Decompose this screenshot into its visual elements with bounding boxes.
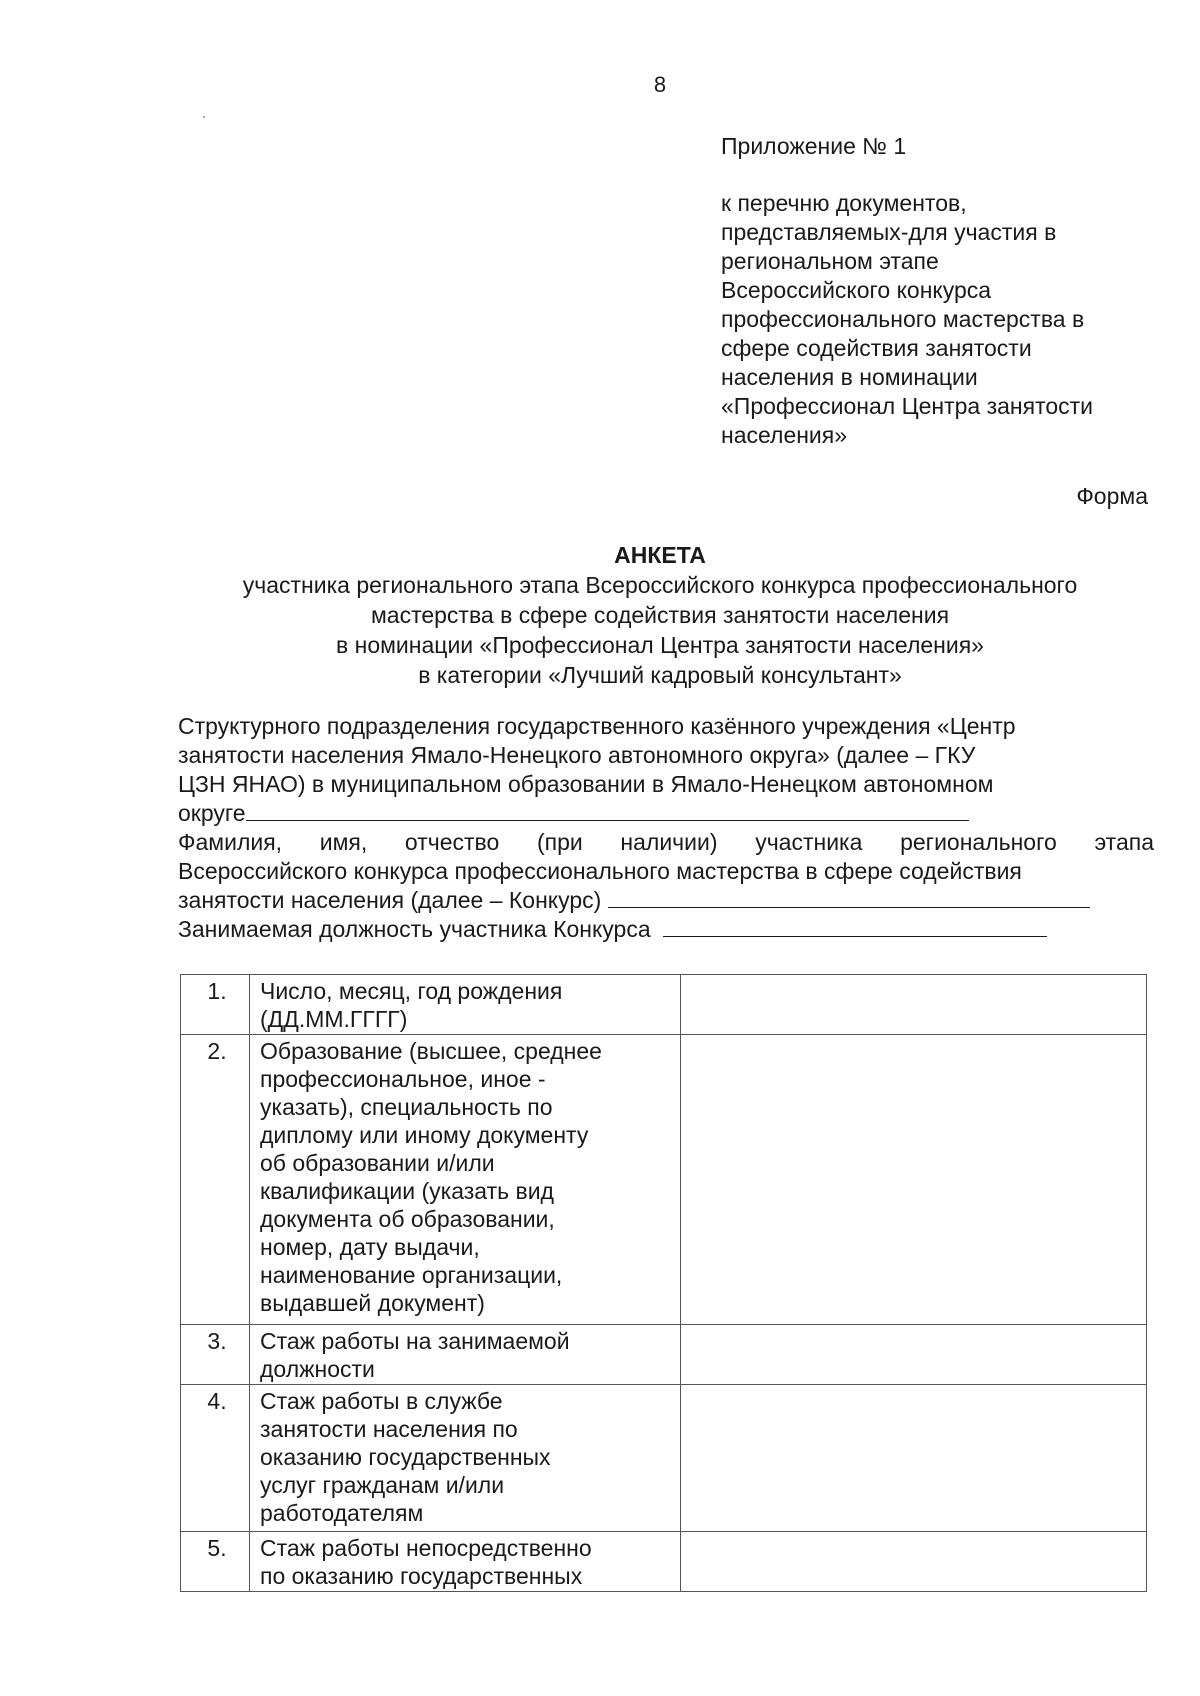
row-number: 4. (181, 1385, 250, 1532)
fio-word: (при (536, 829, 583, 855)
fio-text-line (178, 828, 1154, 857)
table-row (181, 975, 1147, 1035)
fio-word: регионального (900, 829, 1057, 855)
subdivision-text-line: ЦЗН ЯНАО) в муниципальном образовании в Ямало-Ненецком автономном (178, 771, 994, 797)
fio-blank-field[interactable] (608, 889, 1090, 908)
row-label (250, 1532, 681, 1592)
row-label-line: Образование (высшее, среднее (260, 1038, 602, 1064)
fio-word: этапа (1094, 829, 1154, 855)
row-number: 3. (181, 1325, 250, 1385)
appendix-line: к перечню документов, (721, 190, 967, 216)
row-label-line: диплому или иному документу (260, 1122, 589, 1148)
questionnaire-table (180, 974, 1147, 1592)
row-label-line: услуг гражданам и/или (260, 1472, 505, 1498)
row-label-line: указать), специальность по (260, 1094, 553, 1120)
row-label (250, 1035, 681, 1325)
row-label-line: Стаж работы в службе (260, 1388, 503, 1414)
row-number: 5. (181, 1532, 250, 1592)
position-line (178, 915, 1154, 944)
row-label-line: по оказанию государственных (260, 1563, 583, 1589)
birth-date-answer-cell[interactable] (681, 975, 1147, 1035)
subtitle-line: мастерства в сфере содействия занятости населения (370, 602, 950, 628)
appendix-line: региональном этапе (721, 248, 939, 274)
subdivision-blank-field[interactable] (246, 802, 969, 821)
subtitle-line: участника регионального этапа Всероссийского конкурса профессионального (242, 572, 1078, 598)
appendix-title: Приложение № 1 (721, 133, 907, 159)
row-label (250, 1385, 681, 1532)
row-label-line: об образовании и/или (260, 1150, 495, 1176)
row-label-line: выдавшей документ) (260, 1290, 485, 1316)
appendix-line: профессионального мастерства в (721, 306, 1085, 332)
subtitle-line: в номинации «Профессионал Центра занятости населения» (336, 632, 984, 658)
row-label-line: профессиональное, иное - (260, 1066, 546, 1092)
appendix-line: населения в номинации (721, 364, 978, 390)
fio-line (178, 886, 1154, 915)
position-label: Занимаемая должность участника Конкурса (178, 916, 651, 942)
questionnaire-title: АНКЕТА (614, 542, 706, 568)
fio-text-line: Всероссийского конкурса профессионального мастерства в сфере содействия (178, 858, 1022, 884)
table-row (181, 1035, 1147, 1325)
row-number: 2. (181, 1035, 250, 1325)
subdivision-line (178, 799, 1154, 828)
row-label-line: наименование организации, (260, 1262, 563, 1288)
direct-services-experience-answer-cell[interactable] (681, 1532, 1147, 1592)
fio-label: занятости населения (далее – Конкурс) (178, 887, 602, 913)
position-experience-answer-cell[interactable] (681, 1325, 1147, 1385)
row-label-line: должности (260, 1356, 375, 1382)
subdivision-text-line: Структурного подразделения государственного казённого учреждения «Центр (178, 713, 1016, 739)
row-label (250, 975, 681, 1035)
form-label: Форма (1076, 483, 1148, 509)
employment-service-experience-answer-cell[interactable] (681, 1385, 1147, 1532)
row-label-line: квалификации (указать вид (260, 1178, 554, 1204)
page-number: 8 (653, 72, 667, 97)
row-label-line: Стаж работы непосредственно (260, 1535, 592, 1561)
appendix-line: «Профессионал Центра занятости (721, 393, 1094, 419)
table-row (181, 1532, 1147, 1592)
row-label-line: номер, дату выдачи, (260, 1234, 480, 1260)
subdivision-label: округе (178, 800, 246, 826)
education-answer-cell[interactable] (681, 1035, 1147, 1325)
row-label-line: оказанию государственных (260, 1444, 551, 1470)
appendix-line: представляемых-для участия в (721, 219, 1057, 245)
row-label-line: Число, месяц, год рождения (260, 978, 563, 1004)
position-blank-field[interactable] (663, 918, 1047, 937)
row-label (250, 1325, 681, 1385)
row-number: 1. (181, 975, 250, 1035)
fio-word: отчество (404, 829, 500, 855)
fio-word: наличии) (620, 829, 718, 855)
appendix-line: сфере содействия занятости (721, 335, 1032, 361)
subtitle-line: в категории «Лучший кадровый консультант» (418, 662, 902, 688)
row-label-line: Стаж работы на занимаемой (260, 1328, 570, 1354)
row-label-line: документа об образовании, (260, 1206, 555, 1232)
table-row (181, 1325, 1147, 1385)
participant-info-section (178, 712, 1154, 944)
fio-word: имя, (319, 829, 368, 855)
table-row (181, 1385, 1147, 1532)
appendix-line: населения» (721, 422, 848, 448)
fio-word: участника (755, 829, 863, 855)
scan-speck (203, 116, 205, 118)
questionnaire-heading (150, 540, 1170, 690)
questionnaire-subtitle (150, 570, 1170, 690)
subdivision-text-line: занятости населения Ямало-Ненецкого автономного округа» (далее – ГКУ (178, 742, 976, 768)
row-label-line: работодателям (260, 1500, 424, 1526)
appendix-line: Всероссийского конкурса (721, 277, 992, 303)
row-label-line: занятости населения по (260, 1416, 518, 1442)
appendix-description (721, 189, 1161, 450)
fio-word: Фамилия, (178, 829, 283, 855)
row-label-line: (ДД.ММ.ГГГГ) (260, 1006, 408, 1032)
